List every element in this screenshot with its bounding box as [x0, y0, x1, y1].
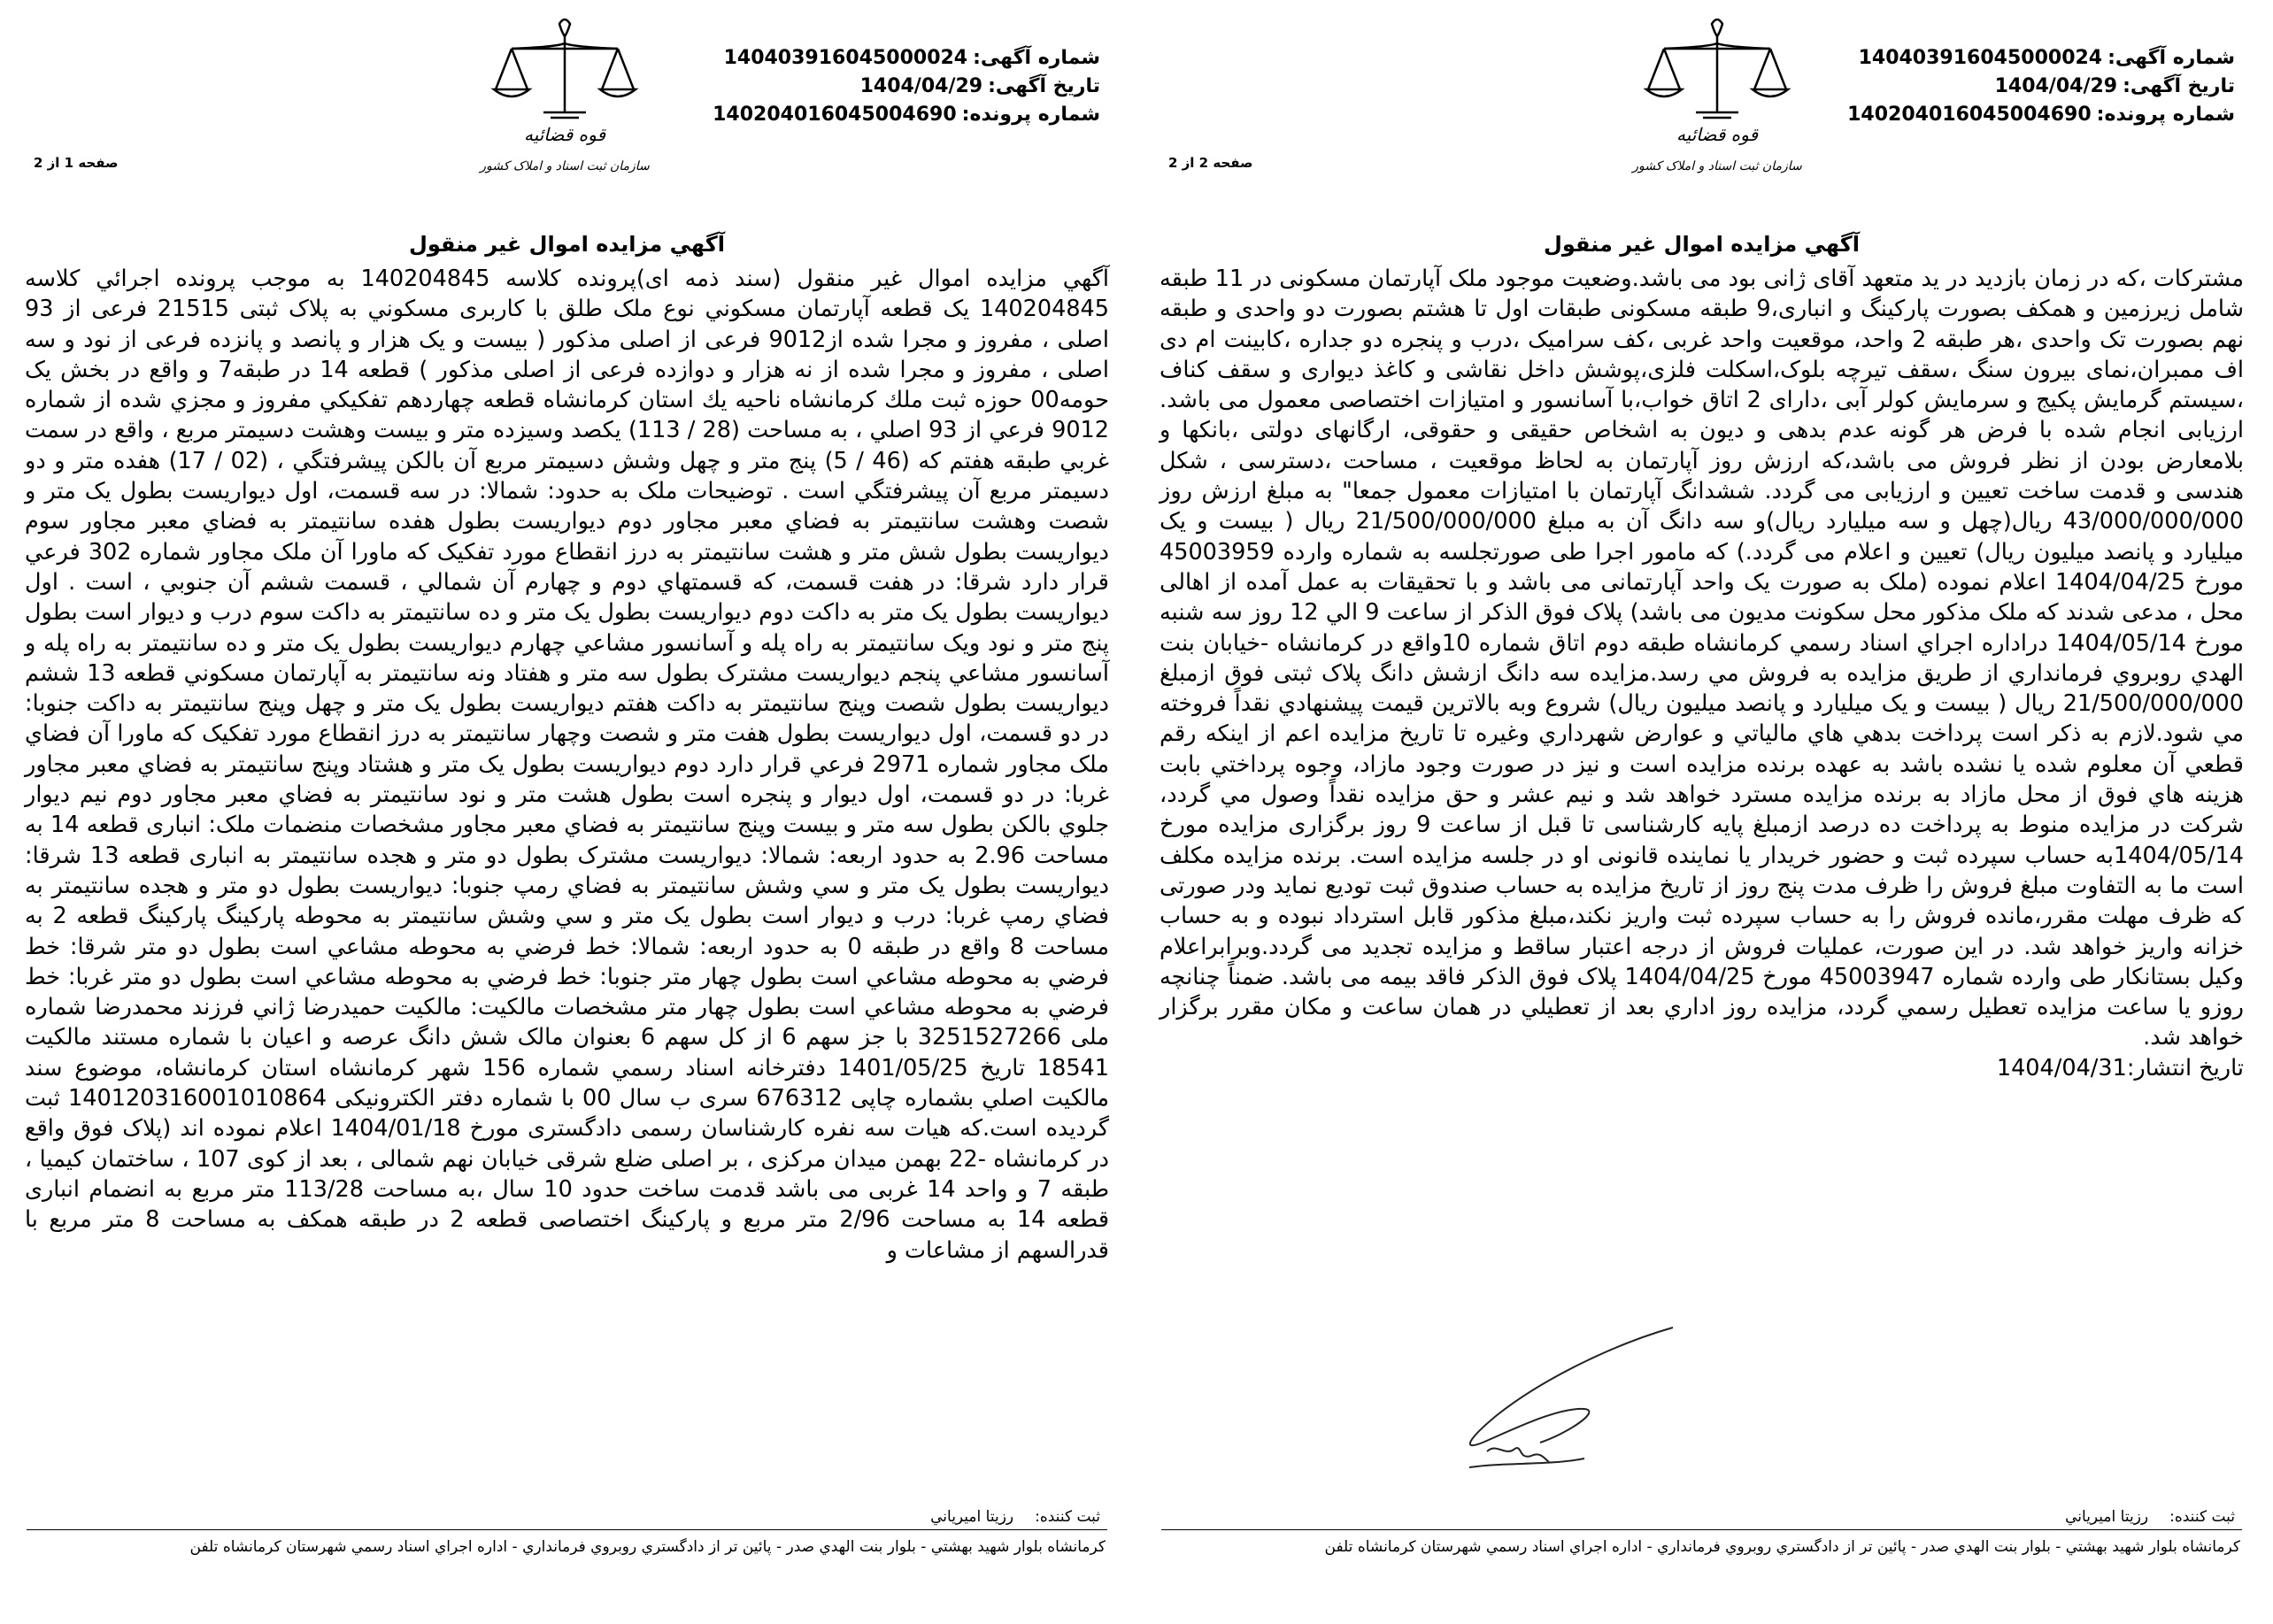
notice-number-label: شماره آگهی:	[2107, 47, 2235, 69]
judiciary-emblem-logo	[476, 13, 653, 199]
notice-body-text	[25, 264, 1109, 1266]
publish-date-label: تاريخ انتشار:	[2126, 1054, 2244, 1081]
notice-number: 140403916045000024	[1858, 47, 2103, 69]
publish-date: 1404/04/31	[1996, 1054, 2127, 1081]
notice-title: آگهي مزايده اموال غير منقول	[1544, 232, 1860, 257]
registrar-name: رزيتا اميرياني	[2065, 1508, 2149, 1526]
page-number: صفحه 1 از 2	[34, 155, 119, 171]
notice-number-row	[713, 44, 1100, 73]
file-number: 140204016045004690	[1847, 104, 2092, 126]
notice-number: 140403916045000024	[723, 47, 968, 69]
notice-date-label: تاریخ آگهی:	[988, 75, 1100, 97]
notice-meta	[1847, 44, 2235, 129]
footer-divider	[27, 1529, 1107, 1530]
judiciary-emblem-logo	[1629, 13, 1806, 199]
file-number-row	[1847, 101, 2235, 129]
notice-date: 1404/04/29	[1994, 75, 2118, 97]
judiciary-scales-emblem-icon	[1629, 13, 1806, 128]
page-header	[16, 9, 1118, 212]
notice-date-row	[713, 73, 1100, 101]
org-name-judiciary: قوه قضائیه	[1676, 124, 1759, 145]
footer-address: كرمانشاه بلوار شهيد بهشتي - بلوار بنت الهدي صدر - پائين تر از دادگستري روبروي فرمانداري - اداره اجراي اسناد رسمي شهرستان كرمانشاه تلفن	[189, 1538, 1106, 1556]
handwritten-signature-icon	[1434, 1310, 1699, 1487]
judiciary-scales-emblem-icon	[476, 13, 653, 128]
notice-page-1	[16, 0, 1118, 1624]
file-number: 140204016045004690	[713, 104, 957, 126]
notice-body-paragraph: آگهي مزايده اموال غير منقول (سند ذمه اى)پرونده كلاسه 140204845 به موجب پرونده اجرائي كلاسه 140204845 يک قطعه آپارتمان مسكوني نوع ملک طلق با كاربرى مسكوني به پلاک ثبتى 21515 فرعى از 93 اصلى ، مفروز و مجرا شده از9012 فرعى از اصلى مذكور ( بيست و يک هزار و پانصد و پانزده فرعى از نود و سه اصلى ، مفروز و مجرا شده از نه هزار و دوازده فرعى از اصلى مذكور ) قطعه 14 در طبقه7 و واقع در بخش يک حومه00 حوزه ثبت ملك كرمانشاه ناحيه يك استان كرمانشاه قطعه چهاردهم تفكيكي مفروز و مجزي شده از شماره 9012 فرعي از 93 اصلي ، به مساحت (28 / 113) يكصد وسيزده متر و بيست وهشت دسيمتر مربع ، واقع در سمت غربي طبقه هفتم كه (46 / 5) پنج متر و چهل وشش دسيمتر مربع آن بالكن پيشرفتگي ، (02 / 17) هفده متر و دو دسيمتر مربع آن پيشرفتگي است . توضيحات ملک به حدود: شمالا: در سه قسمت، اول ديواريست بطول يک متر و شصت وهشت سانتيمتر به فضاي معبر مجاور دوم ديواريست بطول هفده سانتيمتر به فضاي معبر مجاور سوم ديواريست بطول شش متر و هشت سانتيمتر به درز انقطاع مورد تفكيک كه ماورا آن ملک مجاور شماره 302 فرعي قرار دارد شرقا: در هفت قسمت، كه قسمتهاي دوم و چهارم آن شمالي ، قسمت ششم آن جنوبي ، است . اول ديواريست بطول يک متر به داكت دوم ديواريست بطول يک متر و ده سانتيمتر به داكت سوم درب و ديوار است بطول پنج متر و نود ويک سانتيمتر به راه پله و آسانسور مشاعي چهارم ديواريست بطول يک متر و ده سانتيمتر به راه پله و آسانسور مشاعي پنجم ديواريست مشترک بطول سه متر و هفتاد ونه سانتيمتر به آپارتمان مسكوني قطعه 13 ششم ديواريست بطول شصت وپنج سانتيمتر به داكت هفتم ديواريست بطول يک متر و چهل وپنج سانتيمتر به داكت جنوبا: در دو قسمت، اول ديواريست بطول هفت متر و شصت وچهار سانتيمتر به درز انقطاع مورد تفكيک كه ماورا آن فضاي ملک مجاور شماره 2971 فرعي قرار دارد دوم ديواريست بطول يک متر و هشتاد وپنج سانتيمتر به فضاي معبر مجاور غربا: در دو قسمت، اول ديوار و پنجره است بطول هشت متر و نود سانتيمتر به فضاي معبر مجاور دوم نيم ديوار جلوي بالكن بطول سه متر و بيست وپنج سانتيمتر به فضاي معبر مجاور مشخصات منضمات ملک: انبارى قطعه 14 به مساحت 2.96 به حدود اربعه: شمالا: ديواريست مشترک بطول دو متر و هجده سانتيمتر به انبارى قطعه 13 شرقا: ديواريست بطول يک متر و سي وشش سانتيمتر به فضاي رمپ جنوبا: ديواريست بطول دو متر و هجده سانتيمتر به فضاي رمپ غربا: درب و ديوار است بطول يک متر و سي وشش سانتيمتر به محوطه پاركينگ پاركينگ قطعه 2 به مساحت 8 واقع در طبقه 0 به حدود اربعه: شمالا: خط فرضي به محوطه مشاعي است بطول دو متر شرقا: خط فرضي به محوطه مشاعي است بطول چهار متر جنوبا: خط فرضي به محوطه مشاعي است بطول دو متر غربا: خط فرضي به محوطه مشاعي است بطول چهار متر مشخصات مالكيت: مالكيت حميدرضا ژاني فرزند محمدرضا شماره ملى 3251527266 با جز سهم 6 از كل سهم 6 بعنوان مالک شش دانگ عرصه و اعيان با شماره مستند مالكيت 18541 تاريخ 1401/05/25 دفترخانه اسناد رسمي شماره 156 شهر كرمانشاه استان كرمانشاه، موضوع سند مالكيت اصلي بشماره چاپى 676312 سرى ب سال 00 با شماره دفتر الكترونيكى 140120316001010864 ثبت گرديده است.كه هيات سه نفره كارشناسان رسمى دادگسترى مورخ 1404/01/18 اعلام نموده اند (پلاک فوق واقع در كرمانشاه -22 بهمن ميدان مركزى ، بر اصلى ضلع شرقى خيابان نهم شمالى ، بعد از كوى 107 ، ساختمان كيميا ، طبقه 7 و واحد 14 غربى مى باشد قدمت ساخت حدود 10 سال ،به مساحت 113/28 متر مربع به انضمام انبارى قطعه 14 به مساحت 2/96 متر مربع و پاركينگ اختصاصى قطعه 2 در طبقه همكف به مساحت 8 متر مربع با قدرالسهم از مشاعات و	[25, 266, 1110, 1264]
registrar	[2065, 1508, 2235, 1526]
page-number: صفحه 2 از 2	[1168, 155, 1253, 171]
org-name-registration: سازمان ثبت اسناد و املاک کشور	[480, 159, 650, 173]
notice-date-row	[1847, 73, 2235, 101]
file-number-label: شماره پرونده:	[2096, 104, 2235, 126]
footer-divider	[1161, 1529, 2242, 1530]
registrar-name: رزيتا اميرياني	[930, 1508, 1014, 1526]
notice-body-text	[1160, 264, 2244, 1083]
footer-address: كرمانشاه بلوار شهيد بهشتي - بلوار بنت الهدي صدر - پائين تر از دادگستري روبروي فرمانداري - اداره اجراي اسناد رسمي شهرستان كرمانشاه تلفن	[1324, 1538, 2240, 1556]
publish-date-row	[1160, 1053, 2244, 1083]
file-number-row	[713, 101, 1100, 129]
notice-meta	[713, 44, 1100, 129]
org-name-judiciary: قوه قضائیه	[523, 124, 606, 145]
page-header	[1151, 9, 2253, 212]
notice-date: 1404/04/29	[859, 75, 983, 97]
notice-page-2	[1151, 0, 2253, 1624]
notice-date-label: تاریخ آگهی:	[2123, 75, 2235, 97]
notice-body-paragraph: مشتركات ،كه در زمان بازديد در يد متعهد آقاى ژانى بود مى باشد.وضعيت موجود ملک آپارتمان مسكونى در 11 طبقه شامل زيرزمين و همكف بصورت پاركينگ و انبارى،9 طبقه مسكونى طبقات اول تا هشتم بصورت دو واحدى و طبقه نهم بصورت تک واحدى ،هر طبقه 2 واحد، موقعيت واحد غربى ،كف سراميک ،درب و پنجره دو جداره ،كابينت ام دى اف ممبران،نماى بيرون سنگ ،سقف تيرچه بلوک،اسكلت فلزى،پوشش داخل نقاشى و كاغذ ديوارى و سقف كناف ،سيستم گرمايش پكيج و سرمايش كولر آبى ،داراى 2 اتاق خواب،با آسانسور و امتيازات اختصاصى معمول مى باشد. ارزيابى انجام شده با فرض هر گونه عدم بدهى و ديون به اشخاص حقيقى و حقوقى، ارگانهاى دولتى ،بانكها و بلامعارض بودن از نظر فروش مى باشد،كه ارزش روز آپارتمان به لحاظ موقعيت ، مساحت ،دسترسى ، شكل هندسى و قدمت ساخت تعيين و ارزيابى مى گردد. ششدانگ آپارتمان با امتيازات معمول جمعا" به مبلغ ارزش روز 43/000/000/000 ريال(چهل و سه ميليارد ريال)و سه دانگ آن به مبلغ 21/500/000/000 ريال ( بيست و يک ميليارد و پانصد ميليون ريال) تعيين و اعلام مى گردد.) كه مامور اجرا طى صورتجلسه به شماره وارده 45003959 مورخ 1404/04/25 اعلام نموده (ملک به صورت يک واحد آپارتمانى مى باشد و با تحقيقات به عمل آمده از اهالى محل ، مدعى شدند كه ملک مذكور محل سكونت مديون مى باشد) پلاک فوق الذكر از ساعت 9 الي 12 روز سه شنبه مورخ 1404/05/14 دراداره اجراي اسناد رسمي كرمانشاه طبقه دوم اتاق شماره 10واقع در كرمانشاه -خيابان بنت الهدي روبروي فرمانداري از طريق مزايده به فروش مي رسد.مزايده سه دانگ ازشش دانگ پلاک ثبتى فوق ازمبلغ 21/500/000/000 ريال ( بيست و يک ميليارد و پانصد ميليون ريال) شروع وبه بالاترين قيمت پيشنهادي نقداً فروخته مي شود.لازم به ذكر است پرداخت بدهي هاي مالياتي و عوارض شهرداري وغيره تا تاريخ مزايده اعم از اينكه رقم قطعي آن معلوم شده يا نشده باشد به عهده برنده مزايده است و نيز در صورت وجود مازاد، وجوه پرداختي بابت هزينه هاي فوق از محل مازاد به برنده مزايده مسترد خواهد شد و نيم عشر و حق مزايده نقداً وصول مي گردد، شركت در مزايده منوط به پرداخت ده درصد ازمبلغ پايه كارشناسى تا قبل از ساعت 9 روز برگزارى مزايده مورخ 1404/05/14به حساب سپرده ثبت و حضور خريدار يا نماينده قانونى او در جلسه مزايده است. برنده مزايده مكلف است ما به التفاوت مبلغ فروش را ظرف مدت پنج روز از تاريخ مزايده به حساب صندوق ثبت توديع نمايد ودر صورتى كه ظرف مهلت مقرر،مانده فروش را به حساب سپرده ثبت واريز نكند،مبلغ مذكور قابل استرداد نبوده و به حساب خزانه واريز خواهد شد. در اين صورت، عمليات فروش از درجه اعتبار ساقط و مزايده تجديد مى گردد.وبرابراعلام وكيل بستانكار طى وارده شماره 45003947 مورخ 1404/04/25 پلاک فوق الذكر فاقد بيمه مى باشد. ضمناً چنانچه روزو يا ساعت مزايده تعطيل رسمي گردد، مزايده روز اداري بعد از تعطيلي در همان ساعت و مكان مقرر برگزار خواهد شد.	[1160, 266, 2245, 1051]
registrar-label: ثبت كننده:	[2169, 1508, 2235, 1526]
file-number-label: شماره پرونده:	[961, 104, 1100, 126]
registrar-label: ثبت كننده:	[1035, 1508, 1100, 1526]
registrar	[930, 1508, 1100, 1526]
notice-number-row	[1847, 44, 2235, 73]
notice-number-label: شماره آگهی:	[973, 47, 1100, 69]
org-name-registration: سازمان ثبت اسناد و املاک کشور	[1632, 159, 1802, 173]
notice-title: آگهي مزايده اموال غير منقول	[409, 232, 725, 257]
